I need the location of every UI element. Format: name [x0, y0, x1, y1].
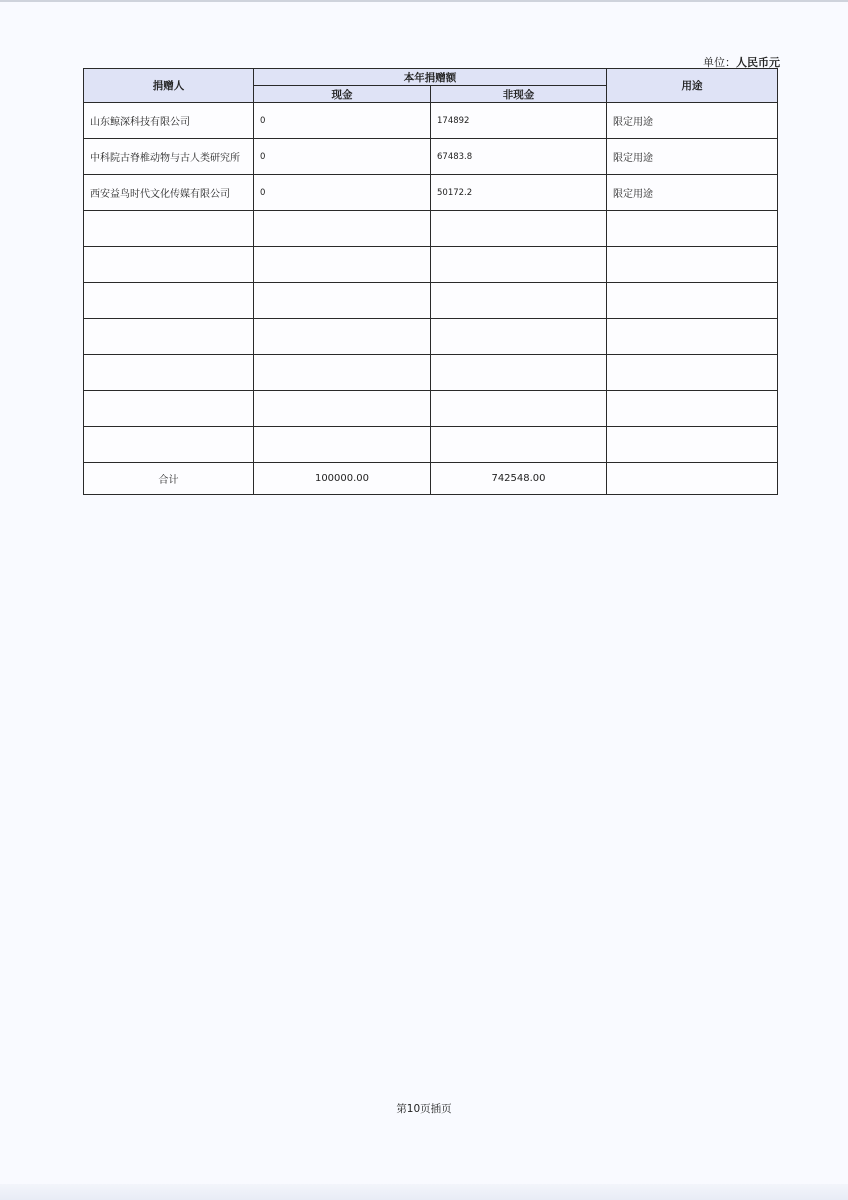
cash-cell — [254, 391, 431, 427]
header-cash: 现金 — [254, 86, 431, 103]
scan-bottom-edge — [0, 1184, 848, 1200]
cash-cell — [254, 319, 431, 355]
table-row — [84, 355, 778, 391]
unit-value: 人民币元 — [736, 56, 780, 69]
table-row — [84, 319, 778, 355]
purpose-cell — [607, 211, 778, 247]
donations-table — [83, 68, 778, 495]
noncash-cell: 174892 — [431, 103, 607, 139]
table-header — [84, 69, 778, 103]
donor-cell — [84, 211, 254, 247]
total-row — [84, 463, 778, 495]
table-footer — [84, 463, 778, 495]
table-row — [84, 211, 778, 247]
noncash-cell — [431, 211, 607, 247]
page-top-edge — [0, 0, 848, 2]
purpose-cell: 限定用途 — [607, 139, 778, 175]
donor-cell: 山东鲸深科技有限公司 — [84, 103, 254, 139]
noncash-cell — [431, 391, 607, 427]
cash-cell — [254, 211, 431, 247]
noncash-cell — [431, 247, 607, 283]
noncash-cell: 50172.2 — [431, 175, 607, 211]
table-row — [84, 391, 778, 427]
purpose-cell — [607, 427, 778, 463]
cash-cell: 0 — [254, 103, 431, 139]
cash-cell — [254, 355, 431, 391]
table-body — [84, 103, 778, 463]
header-donor: 捐赠人 — [84, 69, 254, 103]
donor-cell: 西安益鸟时代文化传媒有限公司 — [84, 175, 254, 211]
header-purpose: 用途 — [607, 69, 778, 103]
purpose-cell — [607, 319, 778, 355]
table-row — [84, 427, 778, 463]
total-noncash: 742548.00 — [431, 463, 607, 495]
page-number-footer: 第10页插页 — [396, 1103, 452, 1115]
donor-cell — [84, 355, 254, 391]
noncash-cell — [431, 355, 607, 391]
total-cash: 100000.00 — [254, 463, 431, 495]
cash-cell: 0 — [254, 139, 431, 175]
cash-cell — [254, 283, 431, 319]
noncash-cell — [431, 427, 607, 463]
donor-cell — [84, 247, 254, 283]
purpose-cell — [607, 391, 778, 427]
total-label: 合计 — [84, 463, 254, 495]
table-row — [84, 175, 778, 211]
table-row — [84, 247, 778, 283]
unit-label: 单位： — [703, 56, 736, 69]
noncash-cell: 67483.8 — [431, 139, 607, 175]
table-row — [84, 103, 778, 139]
cash-cell — [254, 247, 431, 283]
header-noncash: 非现金 — [431, 86, 607, 103]
noncash-cell — [431, 319, 607, 355]
purpose-cell: 限定用途 — [607, 103, 778, 139]
donor-cell: 中科院古脊椎动物与古人类研究所 — [84, 139, 254, 175]
donor-cell — [84, 283, 254, 319]
donor-cell — [84, 427, 254, 463]
cash-cell — [254, 427, 431, 463]
purpose-cell — [607, 283, 778, 319]
table-row — [84, 283, 778, 319]
header-amount-group: 本年捐赠额 — [254, 69, 607, 86]
noncash-cell — [431, 283, 607, 319]
cash-cell: 0 — [254, 175, 431, 211]
purpose-cell — [607, 355, 778, 391]
donor-cell — [84, 391, 254, 427]
purpose-cell — [607, 247, 778, 283]
purpose-cell: 限定用途 — [607, 175, 778, 211]
total-purpose — [607, 463, 778, 495]
donor-cell — [84, 319, 254, 355]
table-row — [84, 139, 778, 175]
